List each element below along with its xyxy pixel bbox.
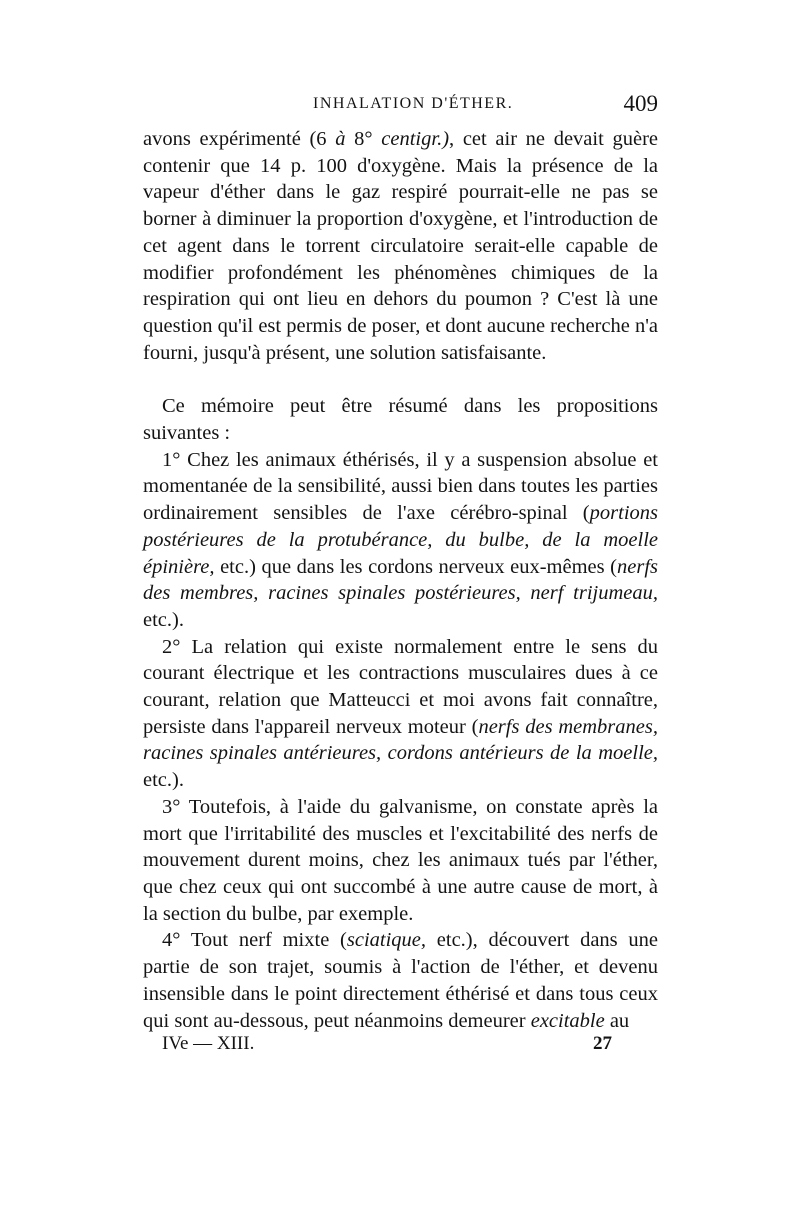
text-run: , cet air ne devait guère contenir que 14 p. 100 d'oxygène. Mais la présence de la vapeur d'éther dans le gaz respiré pourrait-elle ne pas se borner à diminuer la proportion d'oxygène, et l'introduction de cet agent dans le torrent circulatoire serait-elle capable de modifier profondément les phénomènes chimiques de la respiration qui ont lieu en dehors du poumon ? C'est là une question qu'il est permis de poser, et dont aucune recherche n'a fourni, jusqu'à présent, une solution satisfaisante.: [143, 128, 658, 364]
text-run: 4° Tout nerf mixte (: [162, 929, 347, 952]
text-run: etc.).: [143, 608, 184, 631]
paragraph-p2: [143, 393, 658, 446]
paragraph-p4: [143, 634, 658, 794]
text-run: 1° Chez les animaux éthérisés, il y a suspension absolue et momentanée de la sensibilité, aussi bien dans toutes les parties ordinairement sensibles de l'axe cérébro-spinal (: [143, 448, 658, 525]
text-run: au: [604, 1009, 630, 1032]
page-number: 409: [623, 91, 658, 116]
text-run: 2° La relation qui existe normalement entre le sens du courant électrique et les contractions musculaires dues à ce courant, relation que Matteucci et moi avons fait connaître, persiste dans l'appareil nerveux moteur (: [143, 635, 658, 738]
italic-text: nerfs des membres, racines spinales postérieures, nerf trijumeau,: [143, 555, 658, 605]
printer-signature: IVe — XIII.: [162, 1033, 255, 1054]
paragraph-p5: [143, 794, 658, 928]
text-run: etc.) que dans les cordons nerveux eux-mêmes (: [214, 555, 617, 578]
text-run: 8°: [345, 128, 382, 150]
italic-text: nerfs des membranes, racines spinales antérieures, cordons antérieurs de la moelle,: [143, 715, 658, 765]
text-run: avons expérimenté (6: [143, 128, 336, 150]
text-run: etc.).: [143, 769, 184, 792]
sheet-number: 27: [593, 1033, 612, 1054]
italic-text: centigr.): [381, 128, 450, 150]
paragraph-gap: [143, 366, 658, 393]
italic-text: excitable: [530, 1009, 605, 1032]
running-title: INHALATION D'ÉTHER.: [313, 95, 514, 112]
italic-text: sciatique,: [346, 929, 427, 952]
italic-text: portions postérieures de la protubérance, du bulbe, de la moelle épinière,: [143, 502, 658, 578]
page-header: [143, 91, 658, 125]
paragraph-p6: [143, 927, 658, 1034]
paragraph-p3: [143, 447, 658, 634]
body-text: [143, 126, 658, 1034]
text-run: Ce mémoire peut être résumé dans les propositions suivantes :: [143, 395, 658, 445]
text-run: 3° Toutefois, à l'aide du galvanisme, on constate après la mort que l'irritabilité des muscles et l'excitabilité des nerfs de mouvement durent moins, chez les animaux tués par l'éther, que chez ceux qui ont succombé à une autre cause de mort, à la section du bulbe, par exemple.: [143, 795, 658, 925]
italic-text: à: [335, 128, 346, 150]
paragraph-p1: [143, 126, 658, 366]
text-run: etc.), découvert dans une partie de son trajet, soumis à l'action de l'éther, et devenu insensible dans le point directement éthérisé et dans tous ceux qui sont au-dessous, peut néanmoins demeurer: [143, 929, 658, 1032]
